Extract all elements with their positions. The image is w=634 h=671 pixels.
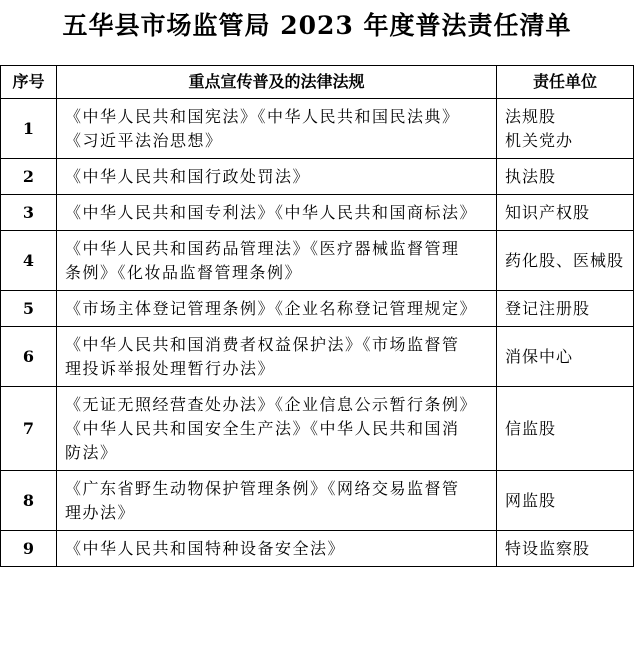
unit-line: 特设监察股 [505,538,591,558]
law-line: 《广东省野生动物保护管理条例》《网络交易监督管 [65,479,460,498]
law-line: 《市场主体登记管理条例》《企业名称登记管理规定》 [65,299,478,318]
row-unit [497,231,634,291]
row-laws [57,231,497,291]
row-index: 9 [1,531,57,567]
row-laws [57,291,497,327]
header-laws: 重点宣传普及的法律法规 [57,66,497,99]
responsibility-table [0,65,634,567]
row-index: 3 [1,195,57,231]
header-index: 序号 [1,66,57,99]
table-row [1,471,634,531]
row-index: 8 [1,471,57,531]
row-unit [497,159,634,195]
unit-line: 知识产权股 [505,202,591,222]
row-index: 6 [1,327,57,387]
row-unit [497,387,634,471]
table-row [1,195,634,231]
row-laws [57,99,497,159]
unit-line: 登记注册股 [505,298,591,318]
row-index: 5 [1,291,57,327]
unit-line: 网监股 [505,490,557,510]
table-row [1,387,634,471]
row-laws [57,387,497,471]
row-laws [57,159,497,195]
table-row [1,159,634,195]
table-row [1,99,634,159]
unit-line: 机关党办 [505,130,574,150]
law-line: 防法》 [65,443,118,462]
law-line: 《中华人民共和国行政处罚法》 [65,167,311,186]
row-unit [497,531,634,567]
unit-line: 法规股 [505,106,557,126]
law-line: 《习近平法治思想》 [65,131,223,150]
row-laws [57,531,497,567]
law-line: 《无证无照经营查处办法》《企业信息公示暂行条例》 [65,395,478,414]
unit-line: 信监股 [505,418,557,438]
law-line: 理投诉举报处理暂行办法》 [65,359,276,378]
table-row [1,231,634,291]
law-line: 理办法》 [65,503,136,522]
row-laws [57,327,497,387]
table-header-row [1,66,634,99]
row-index: 4 [1,231,57,291]
row-unit [497,99,634,159]
header-unit: 责任单位 [497,66,634,99]
page-title: 五华县市场监管局 2023 年度普法责任清单 [62,11,572,40]
unit-line: 执法股 [505,166,557,186]
law-line: 《中华人民共和国安全生产法》《中华人民共和国消 [65,419,460,438]
table-body [1,99,634,567]
row-unit [497,327,634,387]
row-unit [497,291,634,327]
row-index: 7 [1,387,57,471]
unit-line: 消保中心 [505,346,574,366]
unit-line: 药化股、医械股 [505,250,625,270]
law-line: 《中华人民共和国特种设备安全法》 [65,539,346,558]
law-line: 条例》《化妆品监督管理条例》 [65,263,303,282]
table-row [1,531,634,567]
law-line: 《中华人民共和国专利法》《中华人民共和国商标法》 [65,203,478,222]
row-index: 2 [1,159,57,195]
table-row [1,327,634,387]
row-laws [57,471,497,531]
law-line: 《中华人民共和国宪法》《中华人民共和国民法典》 [65,107,460,126]
row-unit [497,471,634,531]
row-index: 1 [1,99,57,159]
law-line: 《中华人民共和国消费者权益保护法》《市场监督管 [65,335,460,354]
table-row [1,291,634,327]
row-laws [57,195,497,231]
law-line: 《中华人民共和国药品管理法》《医疗器械监督管理 [65,239,460,258]
row-unit [497,195,634,231]
